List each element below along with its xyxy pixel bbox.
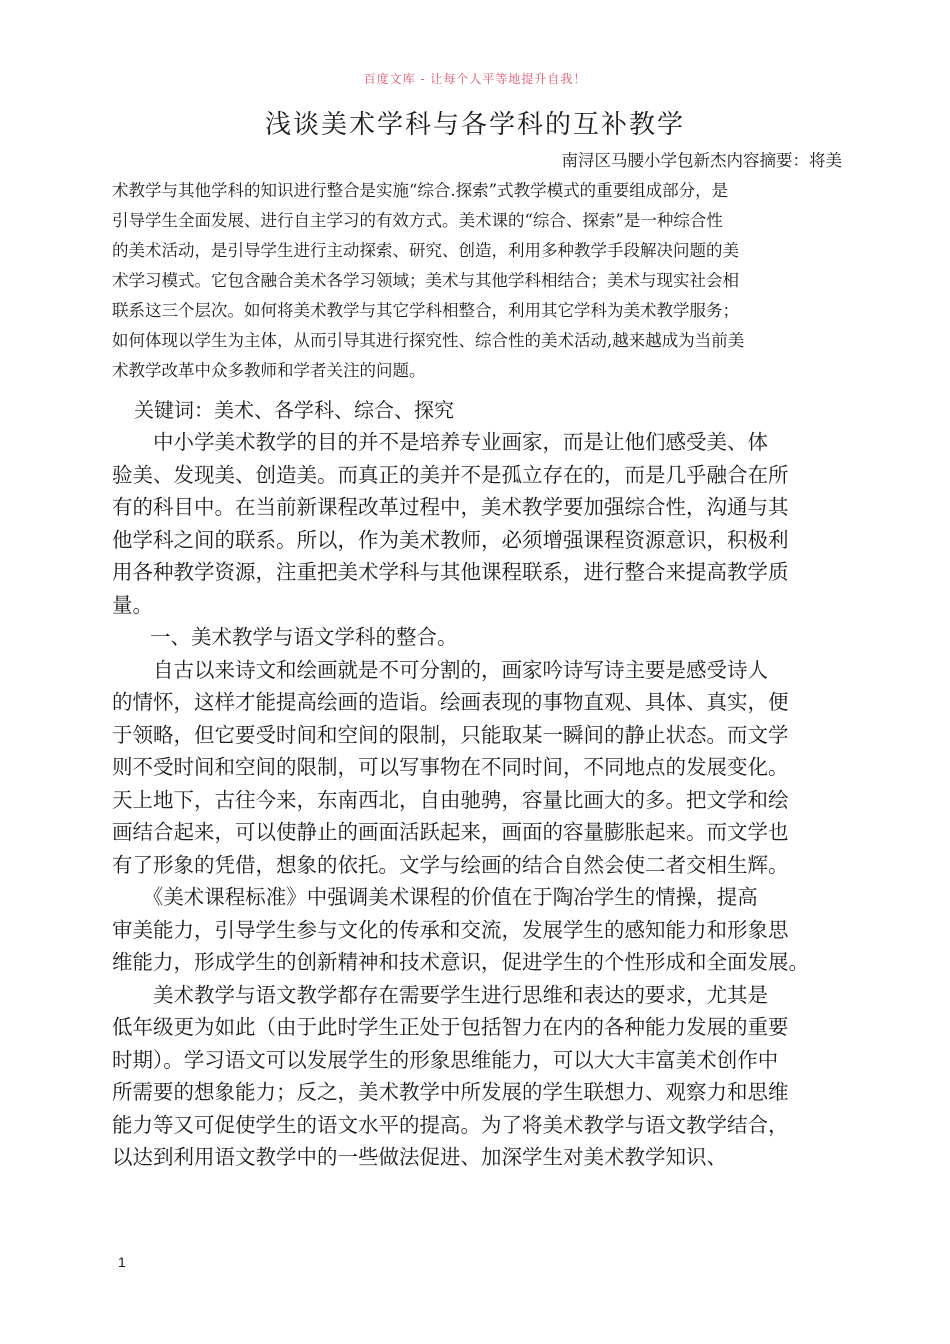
- body-line: 美术教学与语文教学都存在需要学生进行思维和表达的要求，尤其是: [112, 982, 768, 1007]
- body-line: 有了形象的凭借，想象的依托。文学与绘画的结合自然会使二者交相生辉。: [112, 852, 789, 877]
- abstract-line: 联系这三个层次。如何将美术教学与其它学科相整合，利用其它学科为美术教学服务；: [112, 301, 739, 320]
- body-line: 画结合起来，可以使静止的画面活跃起来，画面的容量膨胀起来。而文学也: [112, 820, 789, 844]
- body-text: [112, 426, 852, 1174]
- body-line: 审美能力，引导学生参与文化的传承和交流，发展学生的感知能力和形象思: [112, 917, 789, 942]
- abstract-line: 如何体现以学生为主体，从而引导其进行探究性、综合性的美术活动,越来越成为当前美: [112, 331, 745, 350]
- body-line: 所需要的想象能力；反之，美术教学中所发展的学生联想力、观察力和思维: [112, 1080, 789, 1104]
- abstract-line: 术教学与其他学科的知识进行整合是实施“综合.探索”式教学模式的重要组成部分，是: [112, 181, 729, 200]
- body-line: 于领略，但它要受时间和空间的限制，只能取某一瞬间的静止状态。而文学: [112, 722, 789, 747]
- body-line: 以达到利用语文教学中的一些做法促进、加深学生对美术教学知识、: [112, 1145, 727, 1169]
- body-line: 的情怀，这样才能提高绘画的造诣。绘画表现的事物直观、具体、真实，便: [112, 690, 789, 714]
- abstract-line: 南浔区马腰小学包新杰内容摘要：将美: [561, 151, 842, 170]
- abstract-line: 引导学生全面发展、进行自主学习的有效方式。美术课的“综合、探索”是一种综合性: [112, 211, 723, 230]
- body-line: 《美术课程标准》中强调美术课程的价值在于陶冶学生的情操，提高: [112, 885, 758, 909]
- section-heading: 一、美术教学与语文学科的整合。: [150, 625, 458, 649]
- abstract-line: 术教学改革中众多教师和学者关注的问题。: [112, 361, 426, 380]
- body-line: 低年级更为如此（由于此时学生正处于包括智力在内的各种能力发展的重要: [112, 1015, 789, 1039]
- body-line: 量。: [112, 592, 153, 617]
- body-line: 时期）。学习语文可以发展学生的形象思维能力，可以大大丰富美术创作中: [112, 1047, 779, 1072]
- body-line: 有的科目中。在当前新课程改革过程中，美术教学要加强综合性，沟通与其: [112, 495, 789, 519]
- body-line: 他学科之间的联系。所以，作为美术教师，必须增强课程资源意识，积极利: [112, 527, 789, 552]
- abstract-line: 的美术活动，是引导学生进行主动探索、研究、创造，利用多种教学手段解决问题的美: [112, 241, 739, 260]
- body-line: 验美、发现美、创造美。而真正的美并不是孤立存在的，而是几乎融合在所: [112, 462, 789, 487]
- body-line: 天上地下，古往今来，东南西北，自由驰骋，容量比画大的多。把文学和绘: [112, 787, 789, 812]
- body-line: 用各种教学资源，注重把美术学科与其他课程联系，进行整合来提高教学质: [112, 560, 789, 584]
- keywords: 关键词：美术、各学科、综合、探究: [134, 398, 454, 422]
- body-line: 中小学美术教学的目的并不是培养专业画家，而是让他们感受美、体: [112, 430, 768, 454]
- header-note: 百度文库 - 让每个人平等地提升自我！: [363, 72, 587, 86]
- abstract-line: 术学习模式。它包含融合美术各学习领域；美术与其他学科相结合；美术与现实社会相: [112, 271, 739, 290]
- abstract: [112, 146, 842, 386]
- body-line: 维能力，形成学生的创新精神和技术意识，促进学生的个性形成和全面发展。: [112, 950, 809, 974]
- body-line: 能力等又可促使学生的语文水平的提高。为了将美术教学与语文教学结合，: [112, 1112, 789, 1137]
- body-line: 自古以来诗文和绘画就是不可分割的，画家吟诗写诗主要是感受诗人: [112, 657, 768, 682]
- page-number: 1: [118, 1254, 126, 1270]
- page-title: 浅谈美术学科与各学科的互补教学: [264, 110, 685, 140]
- body-line: 则不受时间和空间的限制，可以写事物在不同时间，不同地点的发展变化。: [112, 755, 789, 779]
